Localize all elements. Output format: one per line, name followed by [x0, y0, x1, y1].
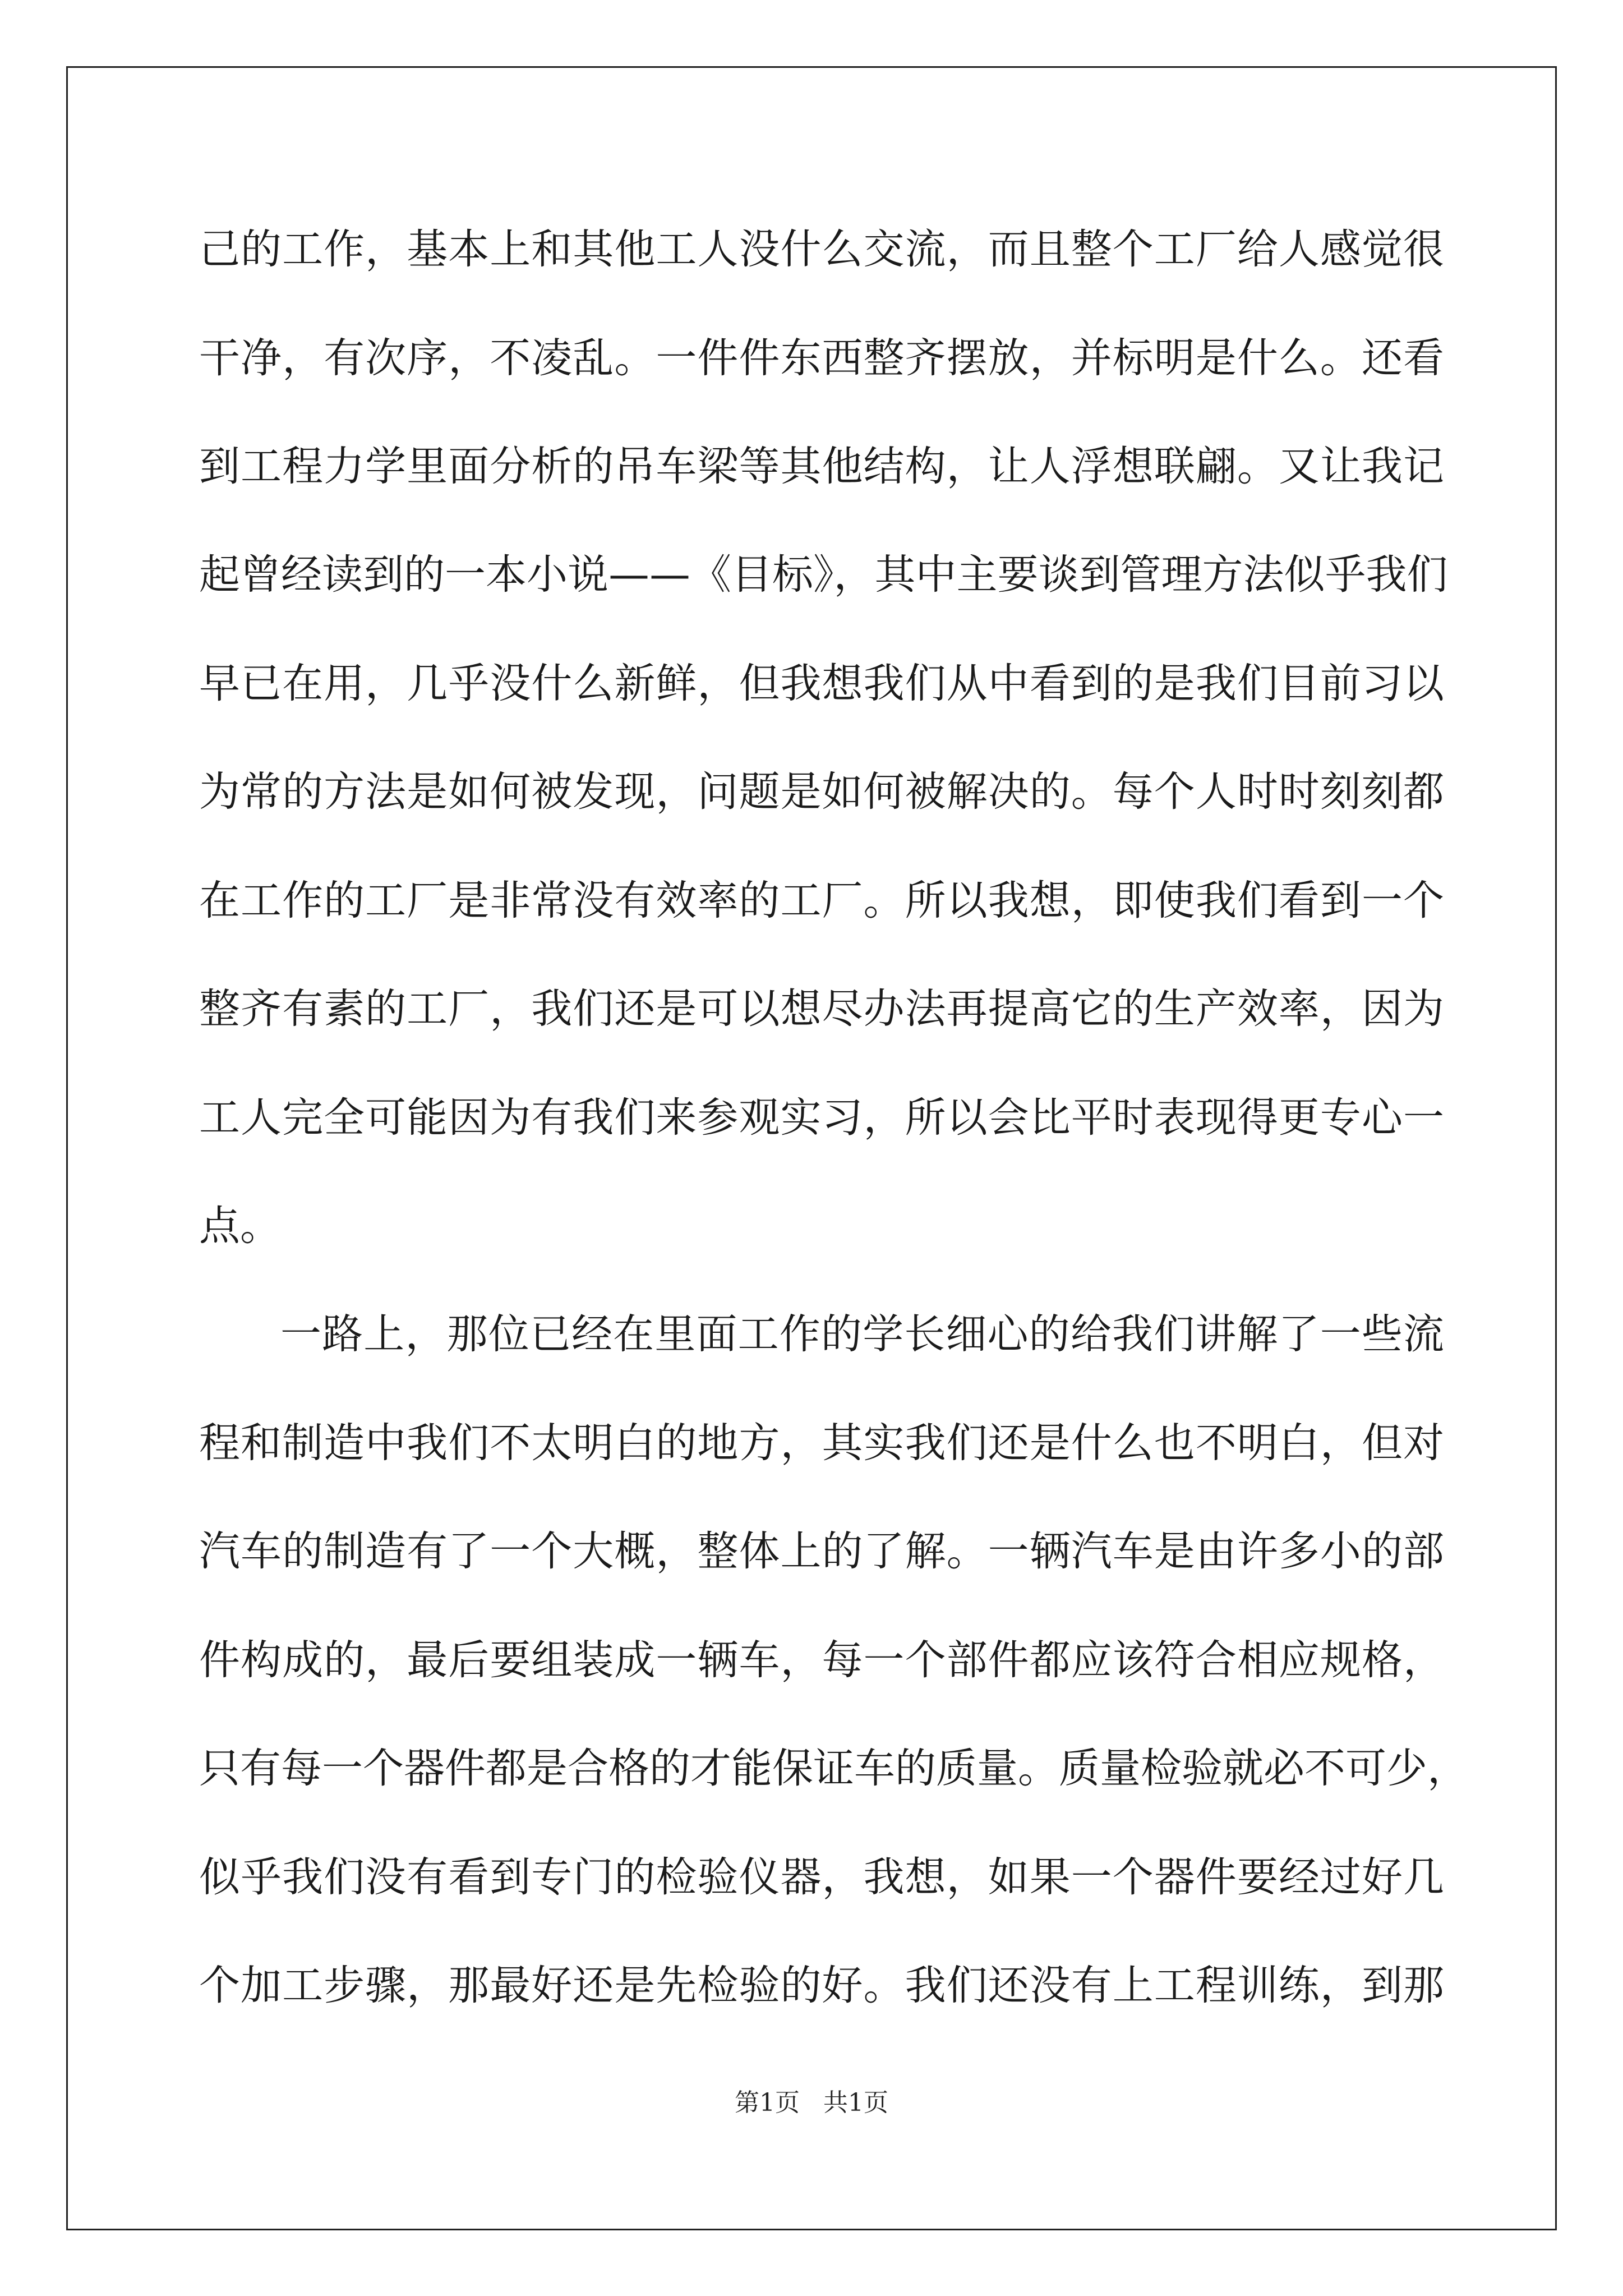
text-line: 工人完全可能因为有我们来参观实习，所以会比平时表现得更专心一 [199, 1094, 1444, 1142]
text-line: 为常的方法是如何被发现，问题是如何被解决的。每个人时时刻刻都 [199, 768, 1444, 816]
text-line: 起曾经读到的一本小说——《目标》，其中主要谈到管理方法似乎我们 [199, 551, 1448, 599]
text-line: 似乎我们没有看到专门的检验仪器，我想，如果一个器件要经过好几 [199, 1853, 1444, 1901]
text-line: 个加工步骤，那最好还是先检验的好。我们还没有上工程训练，到那 [199, 1962, 1444, 2009]
text-line: 点。 [199, 1202, 281, 1250]
text-line: 汽车的制造有了一个大概，整体上的了解。一辆汽车是由许多小的部 [199, 1527, 1444, 1575]
text-line: 干净，有次序，不凌乱。一件件东西整齐摆放，并标明是什么。还看 [199, 334, 1444, 382]
page-footer: 第1页 共1页 [735, 2088, 888, 2117]
text-line: 件构成的，最后要组装成一辆车，每一个部件都应该符合相应规格， [199, 1636, 1444, 1684]
text-line: 整齐有素的工厂，我们还是可以想尽办法再提高它的生产效率，因为 [199, 985, 1444, 1033]
text-line: 早已在用，几乎没什么新鲜，但我想我们从中看到的是我们目前习以 [199, 660, 1444, 707]
text-line: 己的工作，基本上和其他工人没什么交流，而且整个工厂给人感觉很 [199, 226, 1444, 273]
text-line: 到工程力学里面分析的吊车梁等其他结构，让人浮想联翩。又让我记 [199, 443, 1444, 490]
text-line: 只有每一个器件都是合格的才能保证车的质量。质量检验就必不可少， [199, 1745, 1468, 1792]
text-line: 一路上，那位已经在里面工作的学长细心的给我们讲解了一些流 [280, 1310, 1444, 1358]
page-border [66, 66, 1557, 2230]
text-line: 程和制造中我们不太明白的地方，其实我们还是什么也不明白，但对 [199, 1419, 1444, 1467]
text-line: 在工作的工厂是非常没有效率的工厂。所以我想，即使我们看到一个 [199, 877, 1444, 924]
